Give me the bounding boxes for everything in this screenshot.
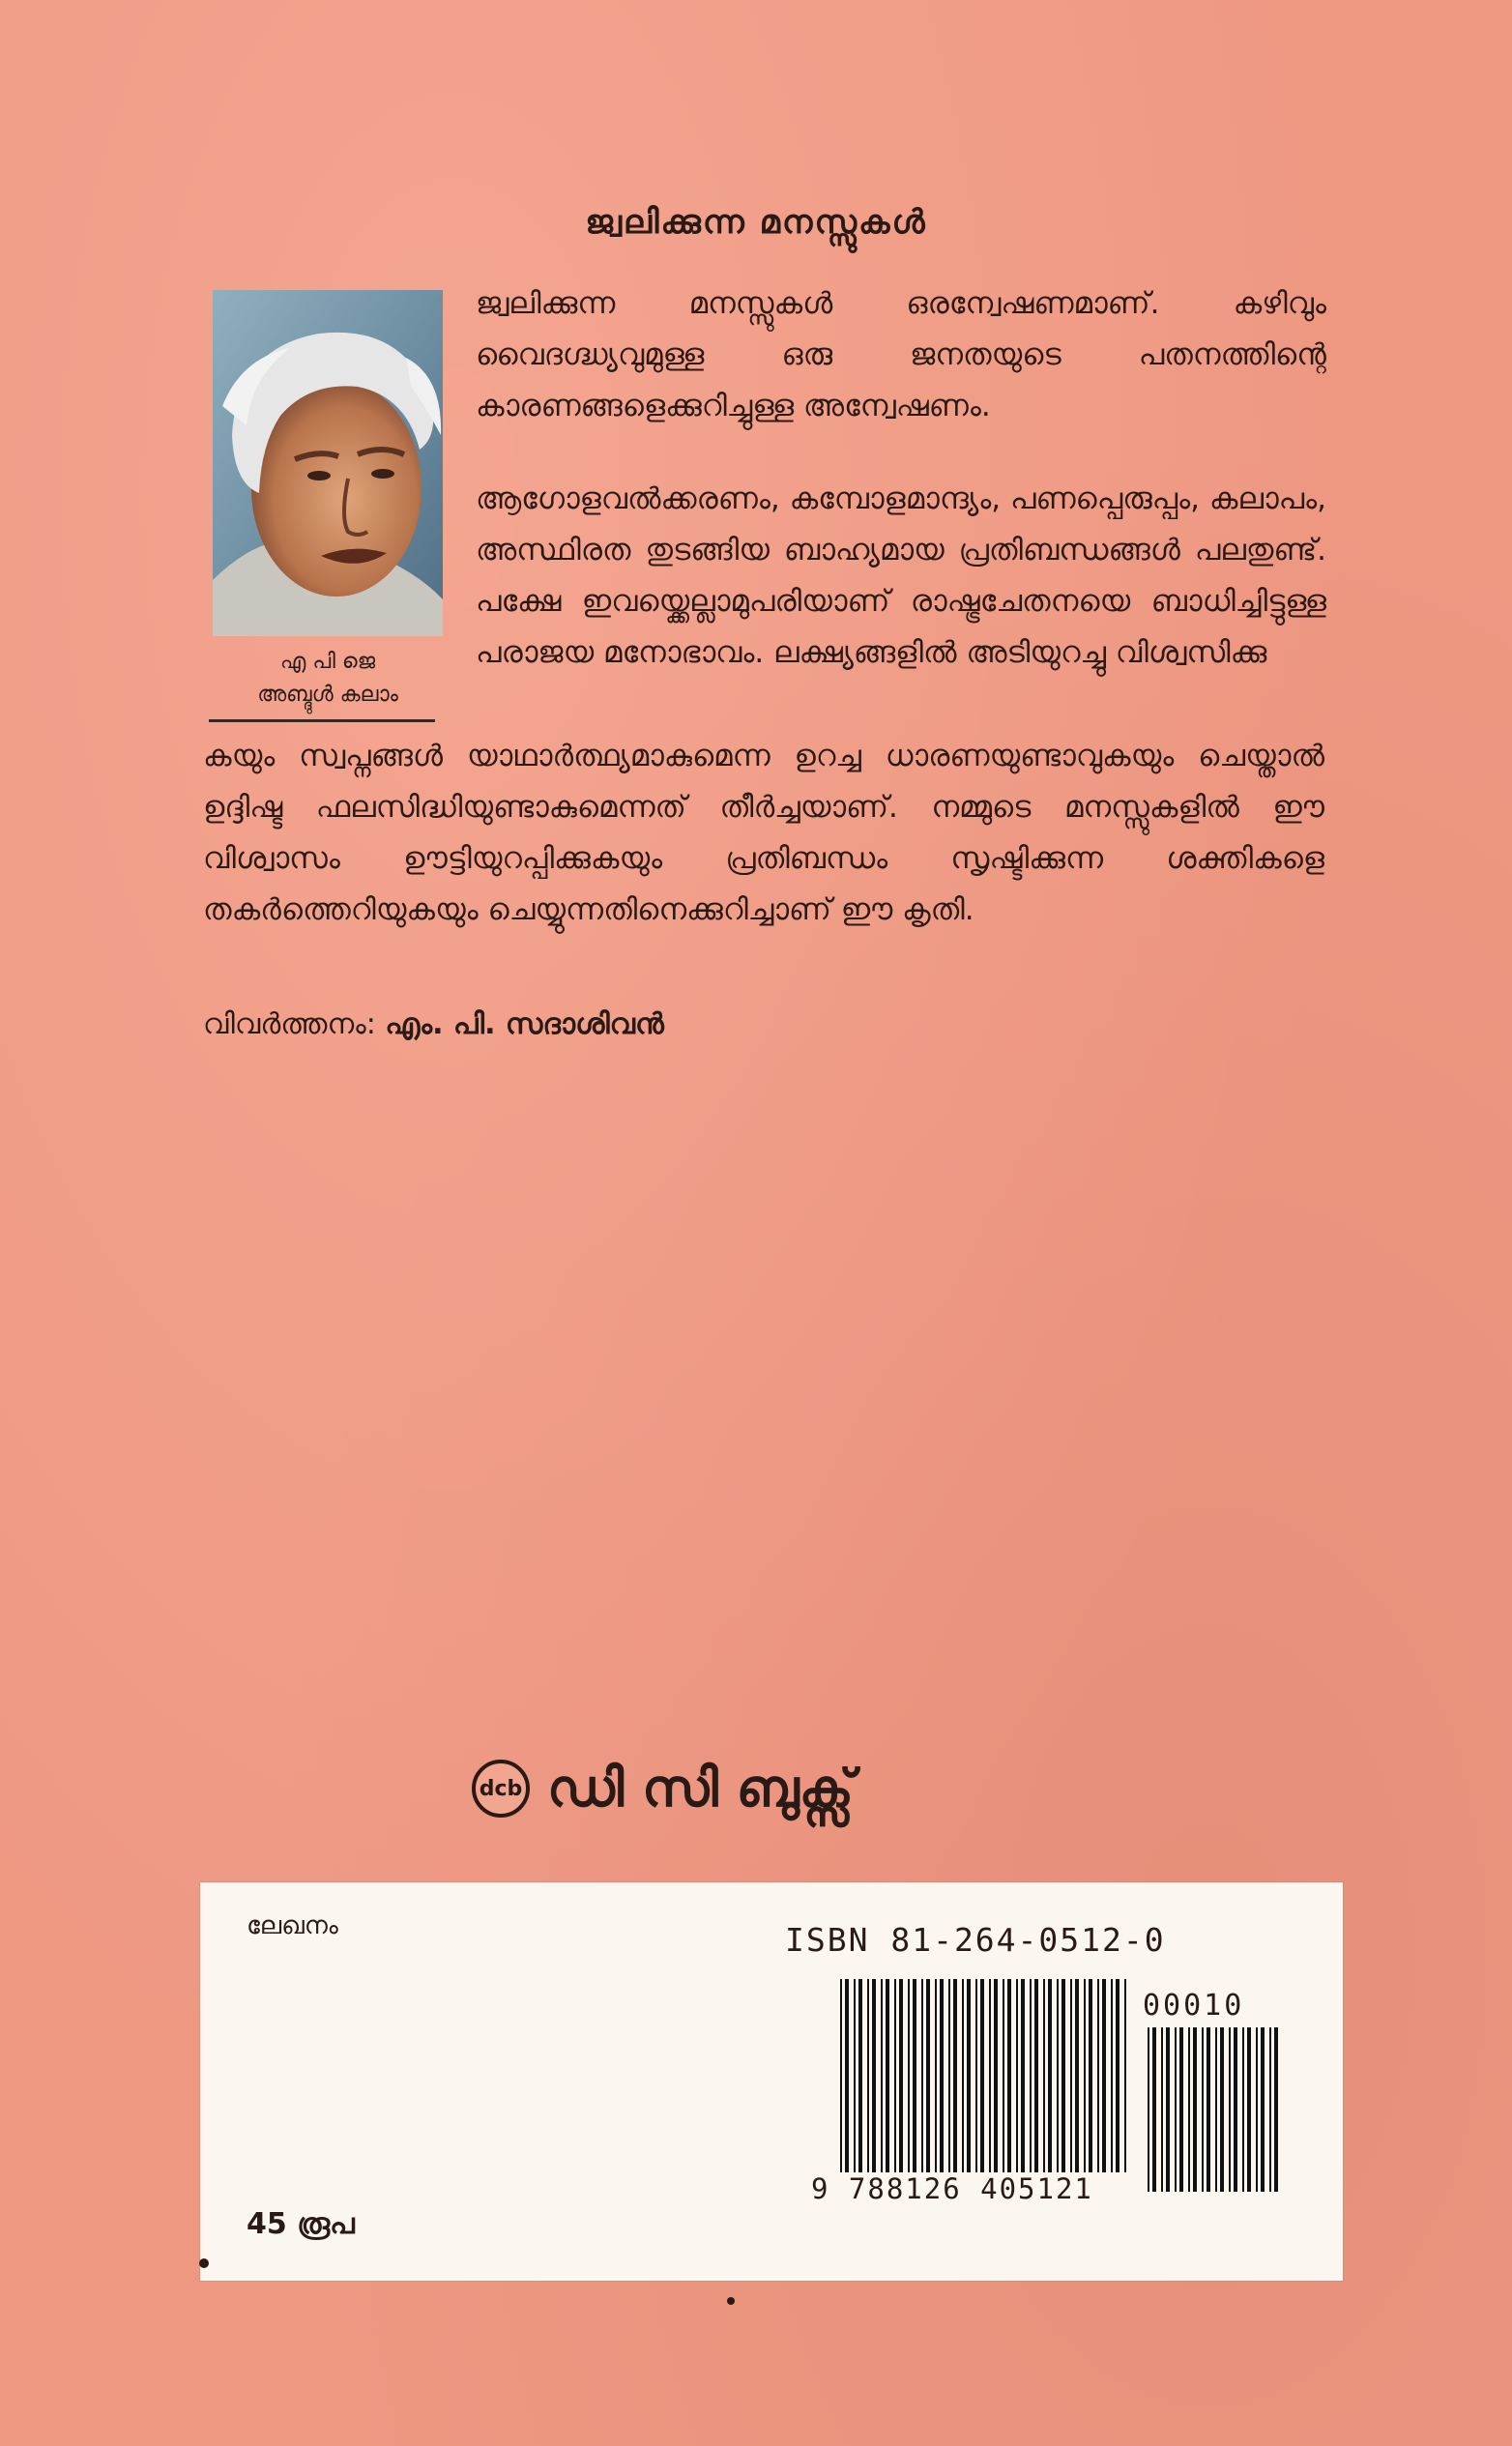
price-label: 45 രൂപ — [247, 2207, 355, 2241]
blurb-paragraph-1: ജ്വലിക്കുന്ന മനസ്സുകൾ ഒരന്വേഷണമാണ്. കഴിവും വൈദഗ്ദ്ധ്യവുമുള്ള ഒരു ജനതയുടെ പതനത്തിന്റെ കാരണങ്ങളെക്കുറിച്ചുള്ള അന്വേഷണം. — [476, 286, 1326, 423]
barcode-bar — [1111, 1979, 1113, 2172]
barcode-bar — [1242, 2027, 1244, 2192]
barcode-bar — [1247, 2027, 1251, 2192]
barcode-bar — [1061, 1979, 1065, 2172]
caption-divider — [209, 719, 435, 722]
barcode-bar — [1166, 2027, 1170, 2192]
barcode-bar — [840, 1979, 842, 2172]
barcode-addon-number: 00010 — [1143, 1989, 1245, 2023]
barcode-bar — [962, 1979, 964, 2172]
barcode-bar — [1021, 1979, 1025, 2172]
barcode-bar — [1048, 1979, 1052, 2172]
barcode-bar — [1089, 1979, 1092, 2172]
category-label: ലേഖനം — [247, 1911, 338, 1940]
barcode-bar — [1274, 2027, 1278, 2192]
barcode-bar — [953, 1979, 957, 2172]
barcode-bar — [913, 1979, 916, 2172]
barcode-bar — [994, 1979, 998, 2172]
barcode-bar — [1220, 2027, 1224, 2192]
barcode-bar — [858, 1979, 862, 2172]
translator-name: എം. പി. സദാശിവൻ — [385, 1007, 664, 1041]
barcode-bar — [948, 1979, 950, 2172]
ink-speck — [199, 2258, 209, 2268]
barcode-bar — [886, 1979, 889, 2172]
barcode-bar — [1102, 1979, 1106, 2172]
dcb-logo-icon: dcb — [472, 1760, 530, 1818]
barcode-bar — [894, 1979, 896, 2172]
barcode-bar — [1269, 2027, 1271, 2192]
barcode-bar — [1152, 2027, 1156, 2192]
barcode-bar — [1161, 2027, 1163, 2192]
barcode-bar — [1202, 2027, 1204, 2192]
translator-credit — [203, 1007, 664, 1041]
barcode-bar — [1034, 1979, 1038, 2172]
author-caption-line2: അബ്ദുൾ കലാം — [257, 683, 398, 707]
publisher-name: ഡി സി ബുക്സ് — [547, 1758, 854, 1819]
barcode-bar — [1003, 1979, 1004, 2172]
barcode-bar — [1057, 1979, 1059, 2172]
barcode-bar — [1097, 1979, 1099, 2172]
barcode-bar — [1124, 1979, 1126, 2172]
barcode-bar — [1234, 2027, 1237, 2192]
barcode-bar — [872, 1979, 876, 2172]
barcode-bar — [899, 1979, 903, 2172]
price-sticker — [200, 1882, 1343, 2281]
ink-speck — [727, 2297, 735, 2305]
barcode-bar — [1075, 1979, 1079, 2172]
barcode-bar — [854, 1979, 856, 2172]
barcode-bar — [940, 1979, 944, 2172]
blurb-paragraph-3: കയും സ്വപ്നങ്ങൾ യാഥാർത്ഥ്യമാകുമെന്ന ഉറച്ച ധാരണയുണ്ടാവുകയും ചെയ്താൽ ഉദ്ദിഷ്ട ഫലസിദ്ധിയുണ്ടാകുമെന്നത് തീർച്ചയാണ്. നമ്മുടെ മനസ്സുകളിൽ ഈ വിശ്വാസം ഊട്ടിയുറപ്പിക്കുകയും പ്രതിബന്ധം സൃഷ്ടിക്കുന്ന ശക്തികളെ തകർത്തെറിയുകയും ചെയ്യുന്നതിനെക്കുറിച്ചാണ് ഈ കൃതി. — [203, 739, 1324, 927]
blurb-paragraph-2: ആഗോളവൽക്കരണം, കമ്പോളമാന്ദ്യം, പണപ്പെരുപ്പം, കലാപം, അസ്ഥിരത തുടങ്ങിയ ബാഹ്യമായ പ്രതിബന്ധങ്ങൾ പലതുണ്ട്. പക്ഷേ ഇവയ്ക്കെല്ലാമുപരിയാണ് രാഷ്ട്രചേതനയെ ബാധിച്ചിട്ടുള്ള പരാജയ മനോഭാവം. ലക്ഷ്യങ്ങളിൽ അടിയുറച്ചു വിശ്വസിക്കു — [476, 481, 1326, 670]
barcode-bar — [1193, 2027, 1197, 2192]
barcode-bar — [1175, 2027, 1177, 2192]
barcode-bar — [1256, 2027, 1258, 2192]
barcode-bar — [1207, 2027, 1210, 2192]
barcode-bar — [1215, 2027, 1217, 2192]
barcode-bar — [980, 1979, 984, 2172]
barcode-bar — [1148, 2027, 1149, 2192]
translator-label: വിവർത്തനം: — [203, 1007, 376, 1041]
isbn-text: ISBN 81-264-0512-0 — [785, 1921, 1166, 1959]
barcode-bar — [1070, 1979, 1072, 2172]
barcode-bar — [967, 1979, 971, 2172]
barcode-bar — [1016, 1979, 1018, 2172]
author-caption-line1: എ പി ജെ — [279, 650, 376, 674]
barcode-bar — [935, 1979, 937, 2172]
barcode-bar — [1188, 2027, 1190, 2192]
barcode-bar — [989, 1979, 991, 2172]
barcode-bar — [926, 1979, 930, 2172]
barcode-bar — [1261, 2027, 1265, 2192]
ean-number: 9 788126 405121 — [811, 2172, 1093, 2205]
barcode-icon — [840, 1979, 1130, 2172]
barcode-bar — [1229, 2027, 1231, 2192]
author-portrait — [213, 290, 443, 636]
barcode-bar — [1084, 1979, 1086, 2172]
publisher-imprint — [472, 1758, 854, 1820]
barcode-bar — [1179, 2027, 1183, 2192]
book-title: ജ്വലിക്കുന്ന മനസ്സുകൾ — [585, 203, 927, 242]
barcode-bar — [881, 1979, 883, 2172]
barcode-bar — [867, 1979, 869, 2172]
addon-barcode-icon — [1148, 2027, 1283, 2192]
barcode-bar — [1116, 1979, 1119, 2172]
author-caption — [209, 646, 447, 712]
barcode-bar — [1007, 1979, 1011, 2172]
barcode-bar — [908, 1979, 910, 2172]
barcode-bar — [1030, 1979, 1032, 2172]
barcode-bar — [975, 1979, 977, 2172]
barcode-bar — [845, 1979, 849, 2172]
barcode-bar — [1043, 1979, 1045, 2172]
barcode-bar — [921, 1979, 923, 2172]
